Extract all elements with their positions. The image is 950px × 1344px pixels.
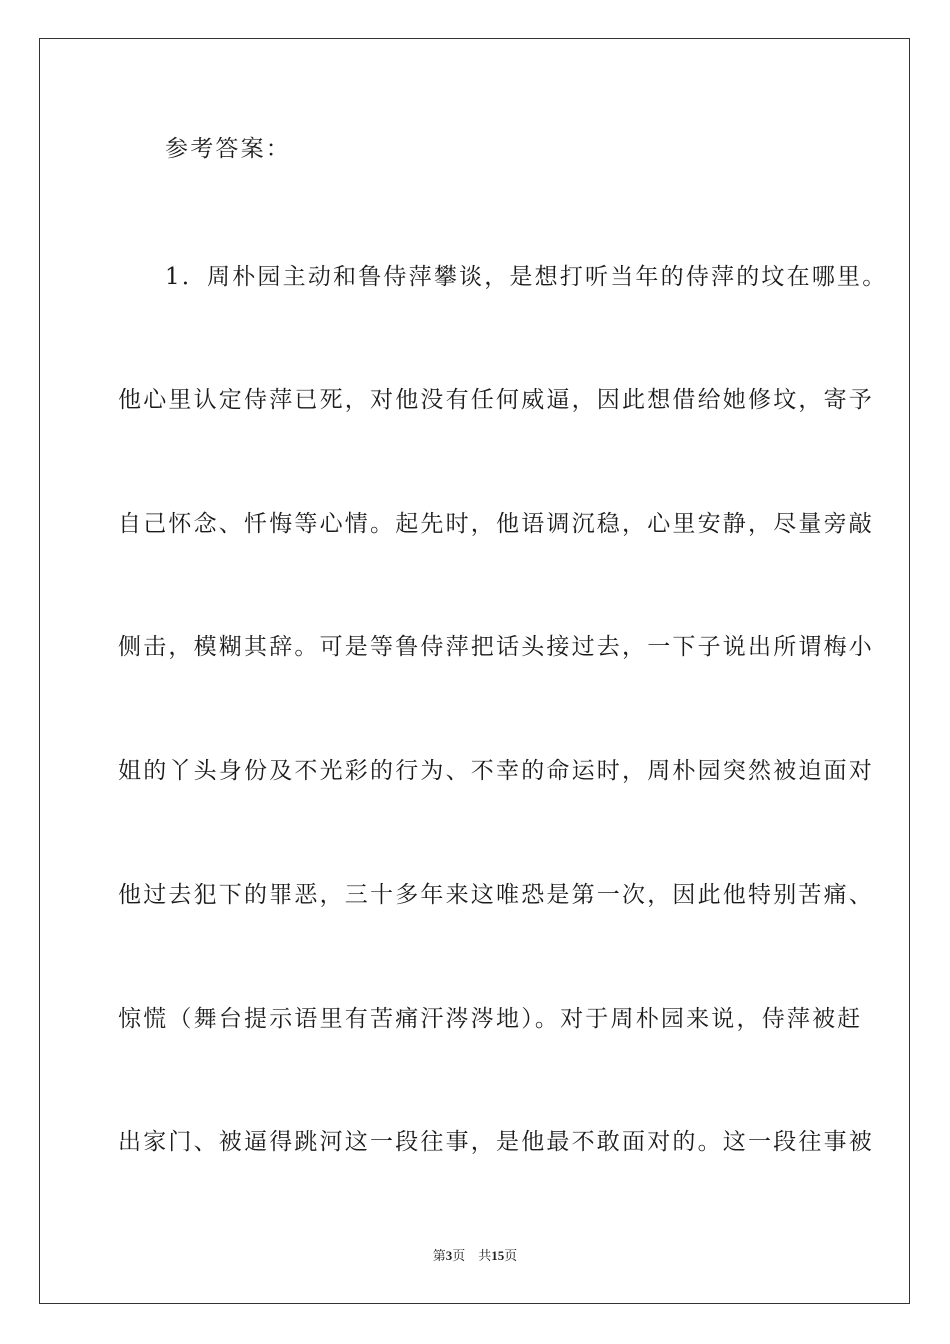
paragraph-line-6: 他过去犯下的罪恶，三十多年来这唯恐是第一次，因此他特别苦痛、: [118, 882, 874, 908]
page-footer: [0, 1248, 950, 1264]
paragraph-line-4: 侧击，模糊其辞。可是等鲁侍萍把话头接过去，一下子说出所谓梅小: [118, 634, 874, 660]
paragraph-line-7: 惊慌（舞台提示语里有苦痛汗涔涔地）。对于周朴园来说，侍萍被赶: [118, 1006, 863, 1032]
paragraph-line-3: 自己怀念、忏悔等心情。起先时，他语调沉稳，心里安静，尽量旁敲: [118, 511, 874, 537]
paragraph-line-2: 他心里认定侍萍已死，对他没有任何威逼，因此想借给她修坟，寄予: [118, 387, 874, 413]
footer-current-page: 3: [445, 1248, 453, 1263]
footer-page-mid: 页 共: [452, 1248, 492, 1263]
answer-heading: 参考答案：: [165, 136, 291, 162]
page-border: [39, 38, 910, 1304]
footer-page-prefix: 第: [432, 1248, 446, 1263]
footer-page-suffix: 页: [504, 1248, 518, 1263]
paragraph-line-1: 1．周朴园主动和鲁侍萍攀谈，是想打听当年的侍萍的坟在哪里。: [165, 264, 888, 290]
paragraph-line-5: 姐的丫头身份及不光彩的行为、不幸的命运时，周朴园突然被迫面对: [118, 758, 874, 784]
paragraph-line-8: 出家门、被逼得跳河这一段往事，是他最不敢面对的。这一段往事被: [118, 1129, 874, 1155]
footer-total-pages: 15: [491, 1248, 505, 1263]
